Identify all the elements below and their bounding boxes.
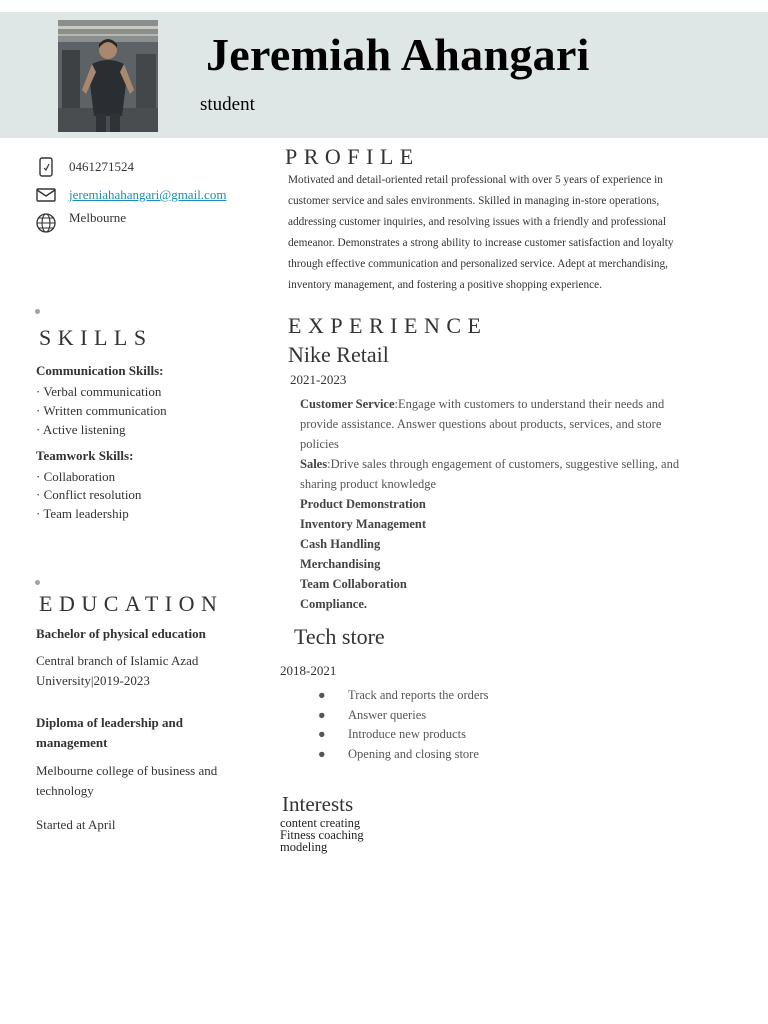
interest-item: modeling bbox=[280, 840, 328, 854]
job-dates-1: 2021-2023 bbox=[290, 372, 347, 387]
skill-item: · Team leadership bbox=[36, 506, 129, 521]
education-degree-1: Bachelor of physical education bbox=[36, 626, 206, 641]
section-dot bbox=[35, 309, 40, 314]
skills-teamwork-heading: Teamwork Skills: bbox=[36, 448, 134, 463]
contact-email-link[interactable]: jeremiahahangari@gmail.com bbox=[69, 187, 227, 202]
job-skill bbox=[300, 534, 680, 554]
education-degree-2: Diploma of leadership and management bbox=[36, 715, 183, 750]
job-skill bbox=[300, 514, 680, 534]
list-item-text: Track and reports the orders bbox=[348, 688, 489, 702]
bullet: ● bbox=[318, 707, 326, 722]
bullet: ● bbox=[318, 688, 326, 702]
list-item bbox=[318, 706, 488, 726]
job-dates-2: 2018-2021 bbox=[280, 663, 337, 678]
education-school-2: Melbourne college of business and technology bbox=[36, 763, 218, 798]
skills-title: SKILLS bbox=[39, 325, 153, 350]
skill-item: · Collaboration bbox=[36, 469, 116, 484]
bullet: ● bbox=[318, 727, 326, 742]
skills-communication-heading: Communication Skills: bbox=[36, 363, 164, 378]
interests-title: Interests bbox=[282, 792, 354, 816]
job-skill bbox=[300, 594, 680, 614]
education-start-2: Started at April bbox=[36, 817, 116, 832]
contact-phone-row bbox=[35, 156, 134, 178]
list-item-text: Opening and closing store bbox=[348, 747, 479, 762]
globe-icon bbox=[35, 212, 57, 234]
list-item bbox=[318, 725, 488, 745]
job-skill bbox=[300, 554, 680, 574]
experience-title: EXPERIENCE bbox=[288, 313, 488, 338]
bullet: ● bbox=[318, 747, 326, 762]
duty-text: :Engage with customers to understand their needs and provide assistance. Answer questions about products, services, and store policies bbox=[300, 397, 665, 451]
interest-item: content creating bbox=[280, 816, 361, 830]
skill-item: · Conflict resolution bbox=[36, 487, 142, 502]
job-skill-label: Compliance. bbox=[300, 597, 368, 611]
job-skill-label: Product Demonstration bbox=[300, 497, 426, 511]
header-banner bbox=[0, 12, 768, 138]
interest-item: Fitness coaching bbox=[280, 828, 364, 842]
profile-summary: Motivated and detail-oriented retail professional with over 5 years of experience in customer service and sales environments. Skilled in managing in-store operations, addressing customer inquiries, and resolving issues with a friendly and professional demeanor. Demonstrates a strong ability to increase customer satisfaction and loyalty through effective communication and personalized service. Adept at merchandising, inventory management, and fostering a positive shopping experience. bbox=[288, 174, 674, 291]
phone-icon bbox=[35, 156, 57, 178]
skill-item: · Active listening bbox=[36, 422, 126, 437]
profile-title: PROFILE bbox=[285, 144, 420, 169]
envelope-icon bbox=[35, 184, 57, 206]
education-school-1: Central branch of Islamic Azad University|2019-2023 bbox=[36, 653, 199, 688]
job-skill bbox=[300, 494, 680, 514]
job-company-2: Tech store bbox=[294, 624, 385, 649]
job-duties-list bbox=[318, 686, 488, 765]
duty-sales bbox=[300, 454, 680, 494]
profile-photo bbox=[58, 20, 158, 132]
contact-location: Melbourne bbox=[69, 210, 127, 225]
job-skill bbox=[300, 574, 680, 594]
duty-label: Sales bbox=[300, 457, 328, 471]
job-company-1: Nike Retail bbox=[288, 342, 389, 367]
duty-customer-service bbox=[300, 394, 680, 454]
job-skill-label: Cash Handling bbox=[300, 537, 381, 551]
contact-email-row bbox=[35, 184, 227, 206]
candidate-name: Jeremiah Ahangari bbox=[206, 29, 590, 80]
contact-phone: 0461271524 bbox=[69, 159, 134, 174]
duty-text: :Drive sales through engagement of customers, suggestive selling, and sharing product knowledge bbox=[300, 457, 680, 491]
list-item-text: Introduce new products bbox=[348, 727, 467, 742]
list-item bbox=[318, 745, 488, 765]
list-item-text: Answer queries bbox=[348, 707, 427, 722]
section-dot bbox=[35, 580, 40, 585]
job-skill-label: Inventory Management bbox=[300, 517, 427, 531]
skill-item: · Written communication bbox=[36, 403, 167, 418]
candidate-role: student bbox=[200, 94, 255, 115]
job-skill-label: Team Collaboration bbox=[300, 577, 407, 591]
job-skill-label: Merchandising bbox=[300, 557, 381, 571]
skill-item: · Verbal communication bbox=[36, 384, 162, 399]
education-title: EDUCATION bbox=[39, 591, 224, 616]
contact-location-row bbox=[35, 210, 127, 234]
list-item bbox=[318, 686, 488, 706]
duty-label: Customer Service bbox=[300, 397, 395, 411]
